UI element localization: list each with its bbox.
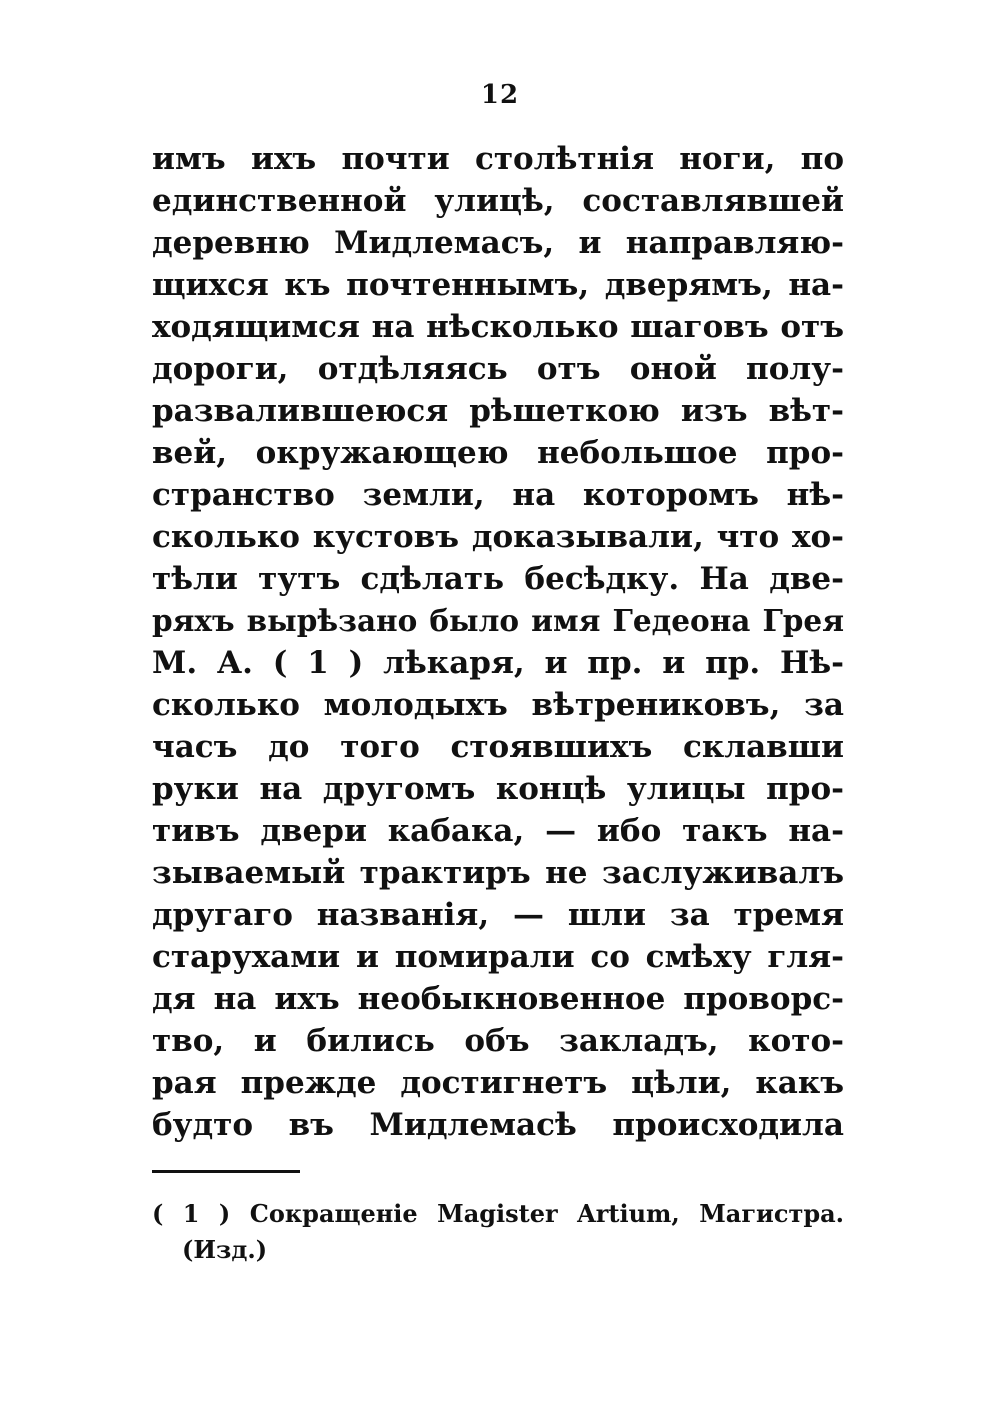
- text-line: ряхъ вырѣзано было имя Гедеона Грея: [152, 603, 844, 638]
- text-line: сколько кустовъ доказывали, что хо-: [152, 519, 844, 555]
- text-line: зываемый трактиръ не заслуживалъ: [152, 855, 844, 891]
- text-line: тво, и бились объ закладъ, кото-: [152, 1023, 844, 1059]
- text-line: руки на другомъ концѣ улицы про-: [152, 771, 844, 807]
- footnote-rule: [152, 1170, 300, 1173]
- text-line: щихся къ почтеннымъ, дверямъ, на-: [152, 267, 844, 303]
- text-line: странство земли, на которомъ нѣ-: [152, 477, 844, 513]
- text-line: сколько молодыхъ вѣтрениковъ, за: [152, 687, 844, 723]
- footnote-line-1: ( 1 ) Сокращеніе Magister Artium, Магистра.: [152, 1199, 844, 1228]
- text-line: будто въ Мидлемасѣ происходила: [152, 1107, 844, 1143]
- text-line: дя на ихъ необыкновенное проворс-: [152, 981, 844, 1017]
- text-line: тивъ двери кабака, — ибо такъ на-: [152, 813, 844, 849]
- text-line: развалившеюся рѣшеткою изъ вѣт-: [152, 393, 844, 429]
- text-line: деревню Мидлемасъ, и направляю-: [152, 225, 844, 261]
- page-number: 12: [480, 80, 520, 110]
- text-line: другаго названія, — шли за тремя: [152, 897, 844, 933]
- text-line: имъ ихъ почти столѣтнія ноги, по: [152, 141, 844, 177]
- text-line: старухами и помирали со смѣху гля-: [152, 939, 844, 975]
- text-line: единственной улицѣ, составлявшей: [152, 183, 844, 219]
- text-line: М. А. ( 1 ) лѣкаря, и пр. и пр. Нѣ-: [152, 645, 844, 681]
- text-line: тѣли тутъ сдѣлать бесѣдку. На две-: [152, 561, 844, 597]
- text-line: часъ до того стоявшихъ склавши: [152, 729, 844, 765]
- footnote-line-2: (Изд.): [182, 1235, 268, 1264]
- body-text: [152, 138, 844, 1146]
- text-line: дороги, отдѣляясь отъ оной полу-: [152, 351, 844, 387]
- text-line: рая прежде достигнетъ цѣли, какъ: [152, 1065, 844, 1101]
- text-line: вей, окружающею небольшое про-: [152, 435, 844, 471]
- text-line: ходящимся на нѣсколько шаговъ отъ: [152, 309, 844, 345]
- footnote: [152, 1196, 844, 1268]
